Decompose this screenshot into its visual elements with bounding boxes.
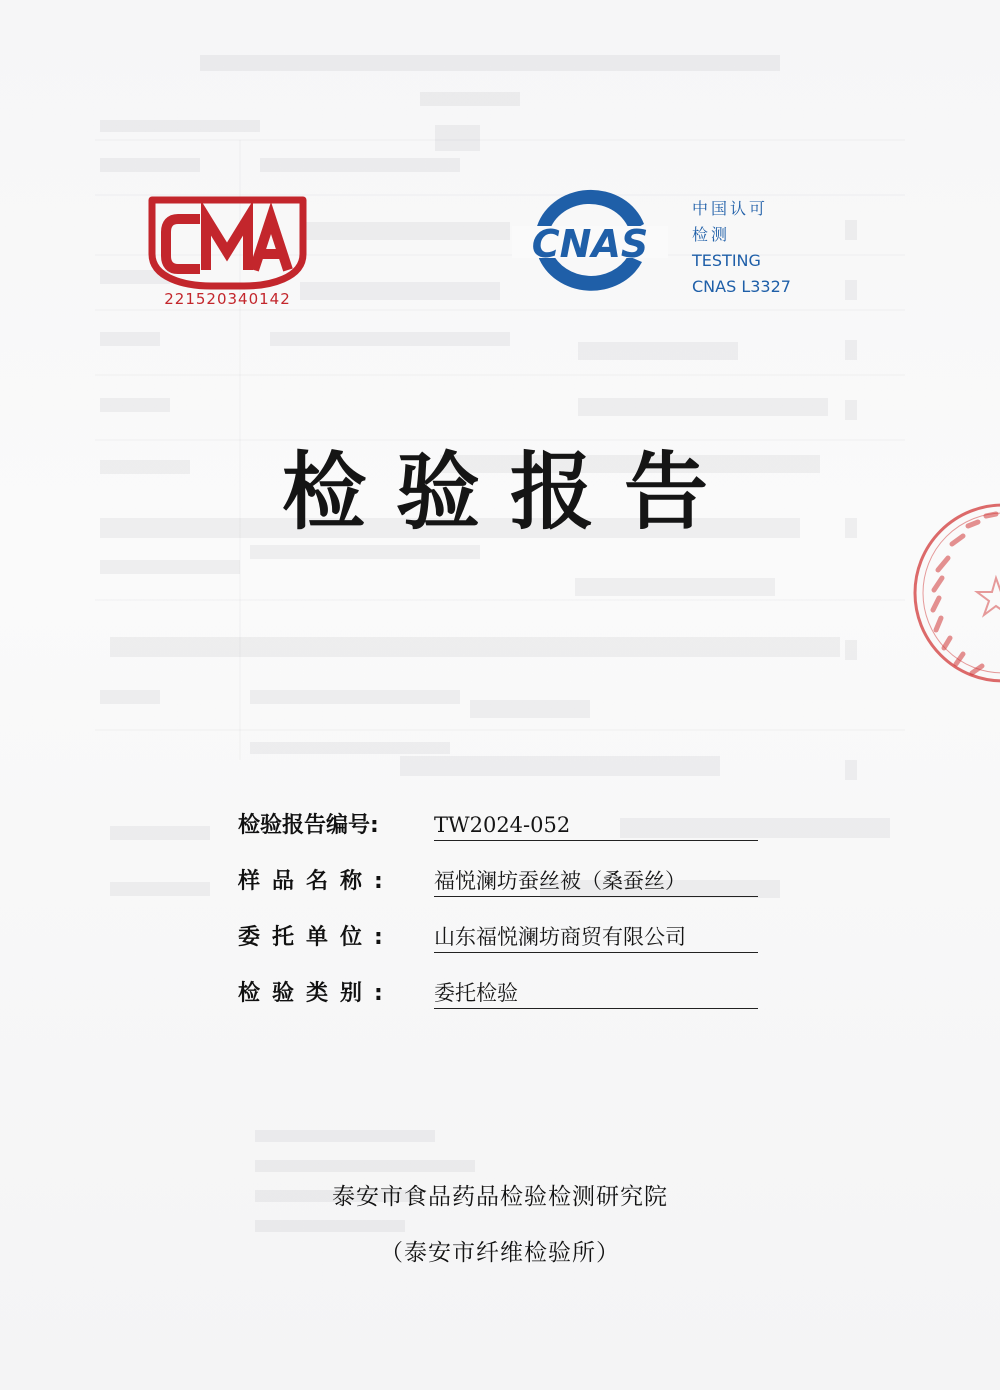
category-value: 委托检验 — [434, 978, 758, 1009]
cnas-line-4: CNAS L3327 — [692, 277, 791, 296]
sample-name-row — [238, 841, 778, 897]
cnas-logo — [512, 182, 668, 302]
report-number-row — [238, 785, 778, 841]
cma-certificate-number: 221520340142 — [164, 290, 291, 308]
client-label: 委托单位: — [238, 925, 395, 950]
cnas-line-3: TESTING — [692, 251, 761, 270]
official-seal-stamp — [908, 478, 1000, 708]
cnas-line-2: 检测 — [692, 225, 731, 244]
category-row — [238, 953, 778, 1009]
institution-name: 泰安市食品药品检验检测研究院 — [332, 1184, 668, 1210]
client-value: 山东福悦澜坊商贸有限公司 — [434, 922, 758, 953]
report-title: 检验报告 — [281, 442, 738, 541]
institution-subname: （泰安市纤维检验所） — [380, 1240, 620, 1266]
cnas-accreditation-text — [692, 196, 791, 300]
cnas-line-1: 中国认可 — [692, 199, 769, 218]
sample-name-value: 福悦澜坊蚕丝被（桑蚕丝） — [434, 866, 758, 897]
cnas-mark-text: CNAS — [531, 222, 649, 266]
report-number-value: TW2024-052 — [434, 810, 758, 841]
report-info-fields — [238, 785, 778, 1009]
category-label: 检验类别: — [238, 981, 395, 1006]
sample-name-label: 样品名称: — [238, 869, 395, 894]
client-row — [238, 897, 778, 953]
report-number-label: 检验报告编号: — [238, 813, 379, 838]
